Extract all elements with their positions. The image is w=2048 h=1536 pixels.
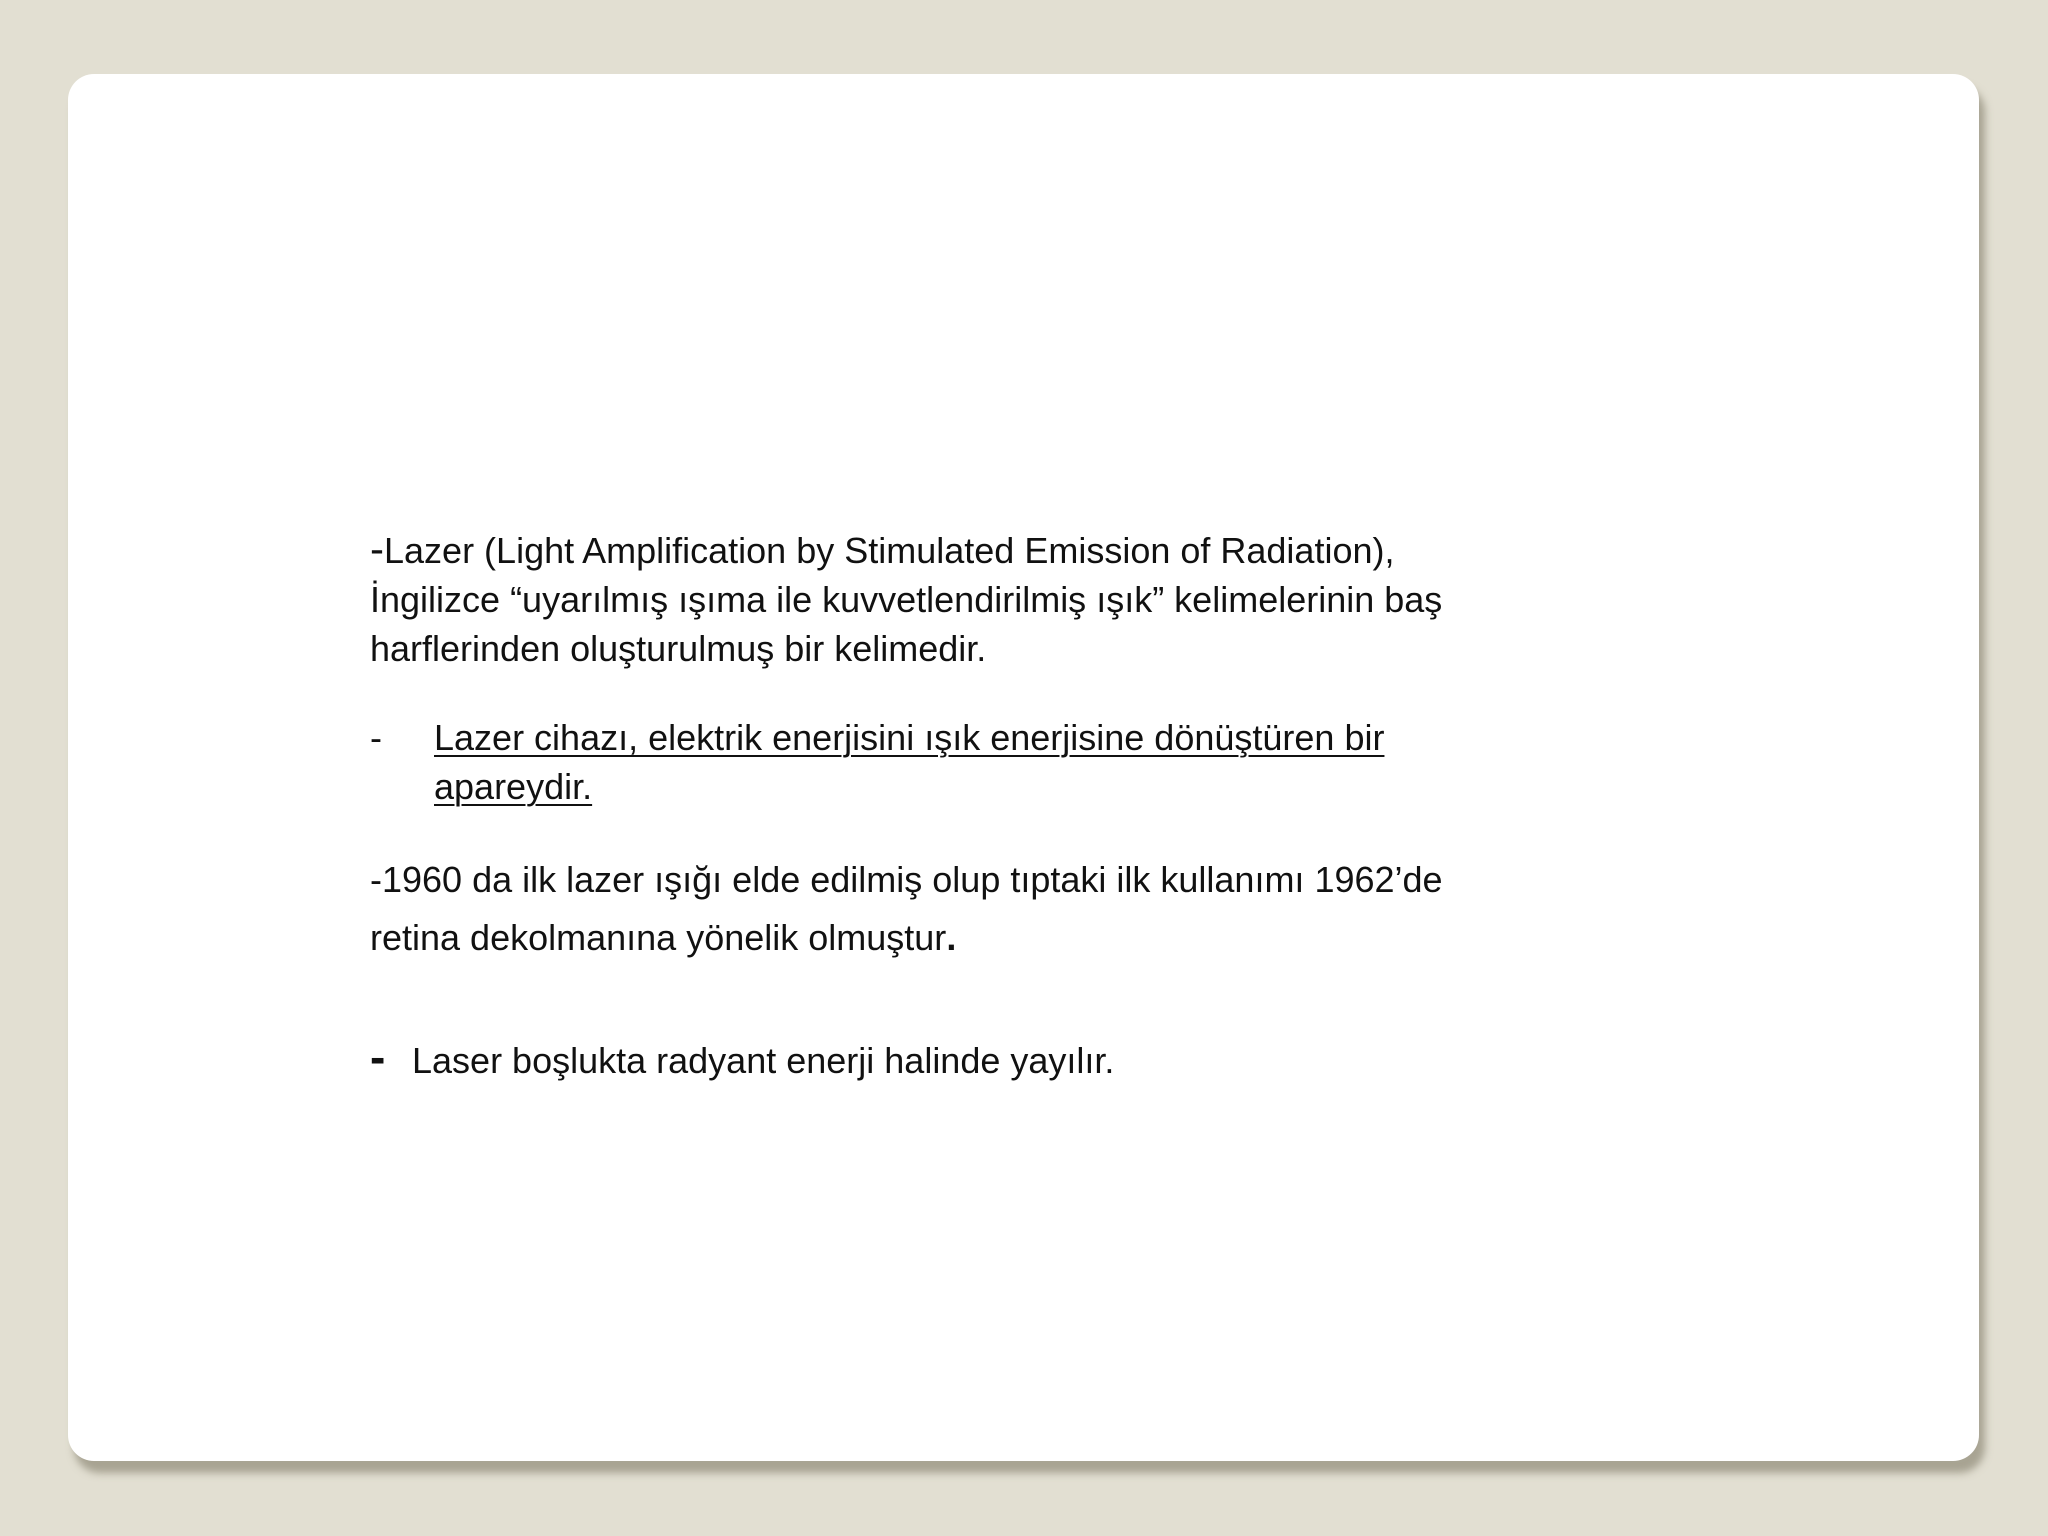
bullet-text bbox=[434, 713, 1384, 811]
bullet-line-2: apareydir. bbox=[434, 766, 593, 807]
paragraph-dash: - bbox=[370, 525, 384, 572]
bullet-line-1: Lazer cihazı, elektrik enerjisini ışık enerjisine dönüştüren bir bbox=[434, 717, 1385, 758]
history-paragraph bbox=[370, 851, 1620, 967]
history-period: . bbox=[946, 917, 957, 958]
propagation-dash: - bbox=[370, 1031, 386, 1083]
lazer-device-bullet bbox=[370, 713, 1620, 811]
history-line-2: retina dekolmanına yönelik olmuştur bbox=[370, 917, 947, 958]
slide-card bbox=[68, 74, 1979, 1461]
bullet-dash: - bbox=[370, 717, 382, 758]
propagation-paragraph bbox=[370, 1033, 1620, 1085]
definition-line-3: harflerinden oluşturulmuş bir kelimedir. bbox=[370, 628, 987, 669]
definition-line-2: İngilizce “uyarılmış ışıma ile kuvvetlendirilmiş ışık” kelimelerinin baş bbox=[370, 579, 1443, 620]
slide-content bbox=[370, 524, 1620, 1085]
definition-line-1: Lazer (Light Amplification by Stimulated Emission of Radiation), bbox=[384, 530, 1395, 571]
propagation-text: Laser boşlukta radyant enerji halinde yayılır. bbox=[412, 1040, 1115, 1081]
history-line-1: -1960 da ilk lazer ışığı elde edilmiş olup tıptaki ilk kullanımı 1962’de bbox=[370, 859, 1443, 900]
lazer-definition-paragraph bbox=[370, 524, 1620, 673]
